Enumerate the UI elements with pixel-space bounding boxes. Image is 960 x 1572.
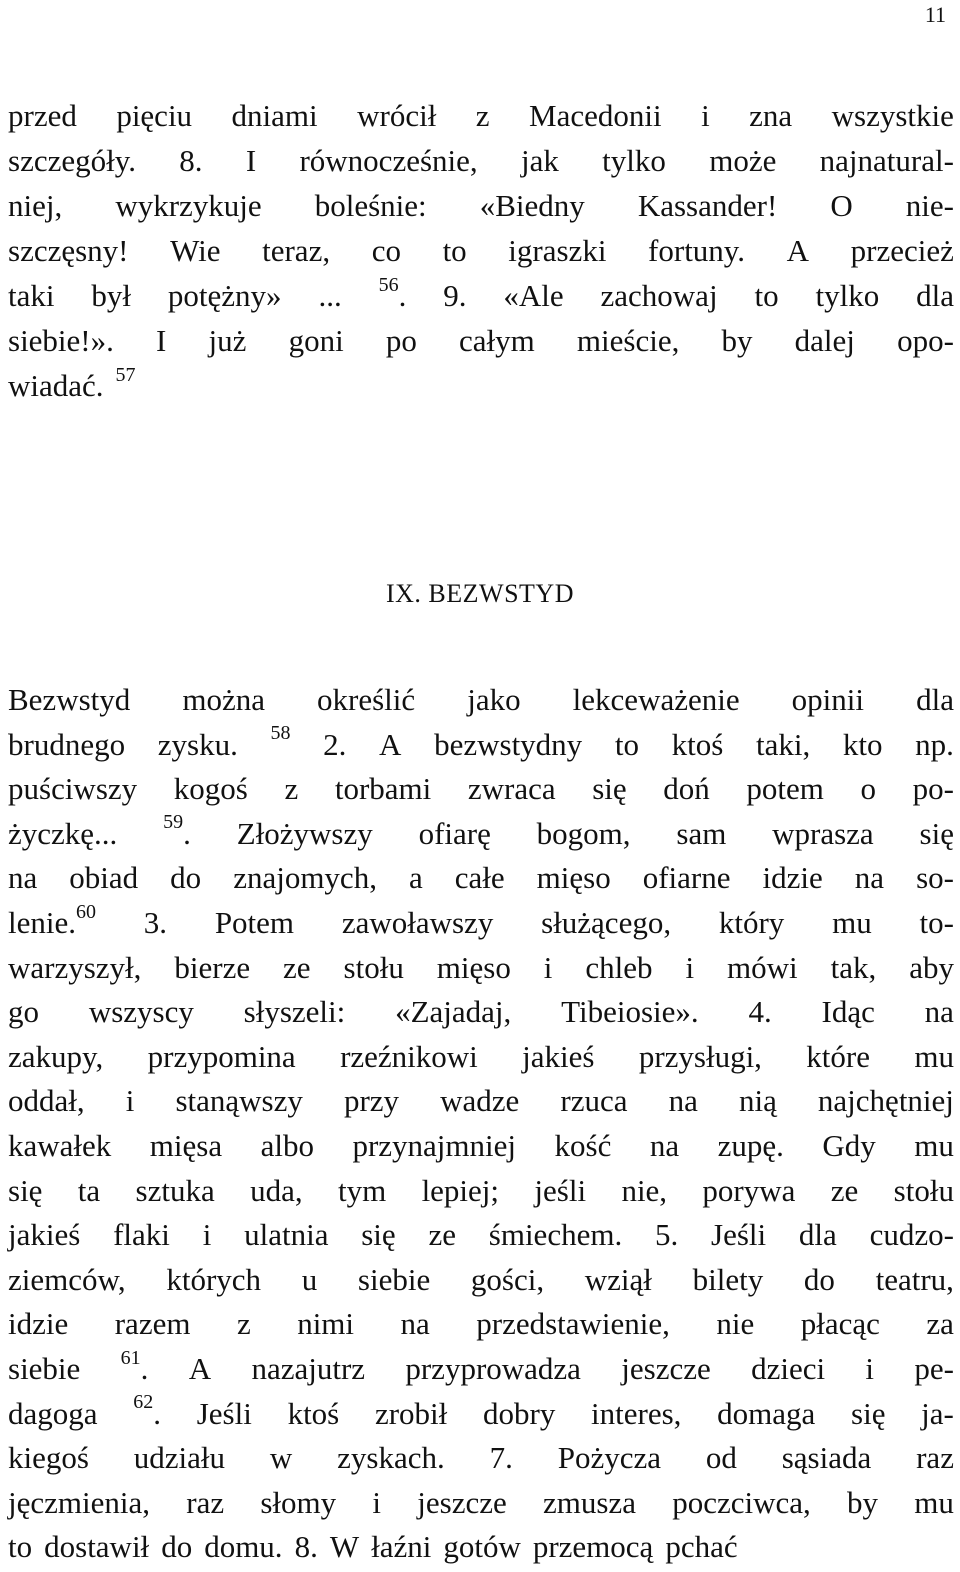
word: nie- [905, 188, 954, 223]
word: płacąc [800, 1306, 880, 1342]
word: stanąwszy [175, 1083, 303, 1119]
word: najchętniej [817, 1083, 954, 1119]
word: opinii [791, 682, 865, 717]
word: na [854, 860, 885, 896]
word: kawałek [8, 1128, 112, 1163]
word: Macedonii [529, 98, 662, 133]
word: albo [260, 1128, 314, 1163]
word: przysługi, [638, 1038, 762, 1074]
word: które [806, 1038, 870, 1074]
word: zysku. [157, 726, 238, 762]
word: i [543, 949, 553, 985]
word: mu [914, 1128, 954, 1163]
word: mu [832, 905, 872, 940]
word: to [8, 1529, 33, 1565]
word: ze [830, 1172, 859, 1208]
word: służącego, [541, 905, 672, 940]
word: jeszcze [621, 1351, 711, 1386]
word: których [166, 1261, 262, 1297]
word: lenie.$^{60}$ [8, 900, 96, 940]
word: dniami [231, 98, 318, 133]
text-line [8, 811, 954, 854]
word: a [408, 860, 423, 896]
word: oddał, [8, 1083, 85, 1119]
word: domu. [204, 1529, 283, 1565]
word: zmusza [543, 1484, 636, 1520]
word: «Zajadaj, [395, 994, 512, 1030]
word: mięsa [149, 1128, 223, 1163]
word: taki [8, 278, 55, 313]
text-line [8, 1081, 954, 1121]
word: słomy [260, 1484, 337, 1520]
word: gotów [443, 1529, 521, 1565]
word: na [668, 1083, 698, 1119]
text-line [8, 186, 954, 226]
word: przyprowadza [405, 1351, 581, 1386]
word: torbami [334, 771, 432, 807]
word: sam [676, 815, 727, 851]
word: I [245, 143, 257, 178]
word: warzyszył, [8, 949, 142, 985]
word: dla [798, 1217, 837, 1253]
text-line [8, 992, 954, 1032]
word: gości, [470, 1261, 545, 1297]
word: kto [842, 726, 883, 762]
word: ta [77, 1172, 101, 1208]
text-line [8, 1527, 954, 1567]
word: się [919, 815, 954, 851]
word: Jeśli [196, 1395, 252, 1431]
word: siebie [357, 1261, 431, 1297]
word: to- [919, 905, 954, 940]
word: idzie [8, 1306, 69, 1342]
word: goni [288, 323, 344, 358]
word: Kassander! [637, 188, 778, 223]
word: zyskach. [337, 1440, 445, 1476]
word: z [475, 98, 490, 133]
word: to [614, 726, 639, 762]
word: za [926, 1306, 954, 1342]
word: siebie!». [8, 323, 114, 358]
word: potężny» [167, 278, 282, 313]
word: najnatural- [819, 143, 954, 178]
word: całe [454, 860, 505, 896]
word: wprasza [772, 815, 874, 851]
text-line [8, 900, 954, 943]
word: razem [114, 1306, 191, 1342]
word: ziemców, [8, 1261, 126, 1297]
word: Bezwstyd [8, 682, 131, 717]
word: tak, [830, 949, 877, 985]
word: tylko [602, 143, 666, 178]
word: interes, [591, 1395, 682, 1431]
word: i [865, 1351, 875, 1386]
word: to [442, 233, 467, 268]
word: dobry [483, 1395, 556, 1431]
word: przynajmniej [352, 1128, 517, 1163]
word: już [208, 323, 247, 358]
word: zachowaj [600, 278, 718, 313]
word: cudzo- [869, 1217, 954, 1253]
word: łaźni [371, 1529, 432, 1565]
word: w [269, 1440, 293, 1476]
word: chleb [585, 949, 653, 985]
text-line [8, 722, 954, 765]
word: zawoławszy [341, 905, 494, 940]
word: wiadać. [8, 368, 104, 403]
word: $^{61}$. [120, 1346, 149, 1386]
word: co [371, 233, 401, 268]
text-line [8, 858, 954, 898]
text-line [8, 96, 954, 136]
word: jak [520, 143, 559, 178]
word: zupę. [717, 1128, 784, 1163]
word: 2. [323, 726, 347, 762]
word: W [329, 1529, 360, 1565]
word: teraz, [262, 233, 331, 268]
word: 8. [294, 1529, 318, 1565]
word: ... [318, 278, 342, 313]
text-line [8, 141, 954, 181]
word: śmiechem. [488, 1217, 623, 1253]
word: domaga [717, 1395, 816, 1431]
word: 9. [443, 278, 467, 313]
word: nią [738, 1083, 777, 1119]
word: bezwstydny [434, 726, 583, 762]
word: ulatnia [244, 1217, 329, 1253]
word: potem [746, 771, 824, 807]
word: pięciu [116, 98, 193, 133]
word: puściwszy [8, 771, 138, 807]
word: dla [916, 278, 954, 313]
word: aby [909, 949, 954, 985]
word: raz [186, 1484, 225, 1520]
text-line [8, 231, 954, 271]
word: i [701, 98, 710, 133]
word: i [372, 1484, 382, 1520]
word: jakieś [8, 1217, 81, 1253]
word: mu [914, 1484, 954, 1520]
word: jakieś [522, 1038, 595, 1074]
word: i [125, 1083, 135, 1119]
word: bogom, [536, 815, 631, 851]
word: od [705, 1440, 737, 1476]
word: so- [916, 860, 954, 896]
word: A [379, 726, 402, 762]
word: po [385, 323, 417, 358]
word: zwraca [467, 771, 556, 807]
word: kiegoś [8, 1440, 89, 1476]
word: słyszeli: [243, 994, 346, 1030]
word: 57 [115, 363, 136, 386]
word: 5. [654, 1217, 679, 1253]
text-line [8, 1304, 954, 1344]
word: Jeśli [711, 1217, 767, 1253]
word: Wie [170, 233, 221, 268]
word: A [188, 1351, 212, 1386]
word: rzeźnikowi [340, 1038, 478, 1074]
word: go [8, 994, 39, 1030]
word: mieście, [576, 323, 680, 358]
word: mu [914, 1038, 954, 1074]
word: nie, [621, 1172, 668, 1208]
word: O [830, 188, 853, 223]
word: zakupy, [8, 1038, 104, 1074]
word: był [91, 278, 132, 313]
word: szczęsny! [8, 233, 129, 268]
text-line [8, 1391, 954, 1434]
word: tym [337, 1172, 387, 1208]
word: na [8, 860, 38, 896]
word: ktoś [671, 726, 724, 762]
word: stołu [343, 949, 404, 985]
text-line [8, 1346, 954, 1389]
word: teatru, [875, 1261, 954, 1297]
word: fortuny. [648, 233, 746, 268]
word: ze [283, 949, 311, 985]
word: by [721, 323, 753, 358]
word: rzuca [560, 1083, 628, 1119]
word: dla [916, 682, 954, 717]
word: pe- [914, 1351, 954, 1386]
word: przypomina [147, 1038, 296, 1074]
word: dzieci [751, 1351, 826, 1386]
word: dagoga [8, 1395, 98, 1431]
word: $^{59}$. [163, 811, 191, 851]
word: sztuka [135, 1172, 215, 1208]
word: ktoś [287, 1395, 340, 1431]
word: szczegóły. [8, 143, 136, 178]
word: na [649, 1128, 680, 1163]
word: bilety [692, 1261, 764, 1297]
word: dostawił [44, 1529, 150, 1565]
word: Gdy [822, 1128, 876, 1163]
word: Idąc [821, 994, 875, 1030]
word: flaki [113, 1217, 170, 1253]
word: lepiej; [421, 1172, 500, 1208]
word: wrócił [357, 98, 437, 133]
word: z [236, 1306, 251, 1342]
word: na [924, 994, 954, 1030]
chapter-heading: IX. BEZWSTYD [386, 579, 574, 608]
word: może [709, 143, 777, 178]
word: niej, [8, 188, 63, 223]
word: nimi [297, 1306, 355, 1342]
word: np. [915, 726, 954, 762]
word: ze [428, 1217, 456, 1253]
word: obiad [69, 860, 139, 896]
word: Potem [214, 905, 295, 940]
word: znajomych, [233, 860, 377, 896]
word: zna [749, 98, 793, 133]
word: $^{56}$. [378, 273, 407, 313]
word: taki, [755, 726, 811, 762]
text-line [8, 1483, 954, 1523]
word: zrobił [374, 1395, 448, 1431]
word: ja- [921, 1395, 954, 1431]
text-line [8, 1438, 954, 1478]
word: kość [554, 1128, 612, 1163]
word: do [170, 860, 202, 896]
word: doń [663, 771, 710, 807]
text-line [8, 321, 954, 361]
word: I [156, 323, 167, 358]
word: się [851, 1395, 886, 1431]
word: po- [912, 771, 954, 807]
word: 58 [270, 722, 291, 745]
word: z [284, 771, 299, 807]
word: przy [343, 1083, 400, 1119]
word: jeszcze [417, 1484, 507, 1520]
word: nie [716, 1306, 755, 1342]
word: na [400, 1306, 430, 1342]
text-line [8, 1215, 954, 1255]
word: A [786, 233, 810, 268]
word: jęczmienia, [8, 1484, 150, 1520]
word: uda, [250, 1172, 303, 1208]
word: 8. [179, 143, 203, 178]
word: sąsiada [781, 1440, 872, 1476]
word: 7. [489, 1440, 513, 1476]
word: który [718, 905, 785, 940]
word: kogoś [173, 771, 248, 807]
word: tylko [815, 278, 880, 313]
text-line [8, 948, 954, 988]
word: Tibeiosie». [561, 994, 699, 1030]
word: brudnego [8, 726, 126, 762]
word: «Biedny [479, 188, 585, 223]
word: udziału [133, 1440, 226, 1476]
word: nazajutrz [251, 1351, 366, 1386]
word: jeśli [534, 1172, 587, 1208]
word: 3. [143, 905, 168, 940]
text-line [8, 1037, 954, 1077]
word: u [301, 1261, 318, 1297]
word: wadze [440, 1083, 520, 1119]
word: poczciwca, [672, 1484, 811, 1520]
word: przed [8, 98, 77, 133]
word: «Ale [503, 278, 564, 313]
text-line [8, 1126, 954, 1166]
word: przecież [850, 233, 954, 268]
word: Pożycza [557, 1440, 661, 1476]
text-line [8, 1171, 954, 1211]
word: wykrzykuje [115, 188, 262, 223]
word: jako [467, 682, 521, 717]
word: do [803, 1261, 835, 1297]
word: się [361, 1217, 396, 1253]
word: mówi [727, 949, 798, 985]
word: porywa [702, 1172, 796, 1208]
word: boleśnie: [314, 188, 427, 223]
text-line [8, 1260, 954, 1300]
word: stołu [893, 1172, 954, 1208]
text-line [8, 680, 954, 720]
page-number: 11 [924, 2, 946, 27]
text-line [8, 363, 954, 406]
word: przedstawienie, [476, 1306, 670, 1342]
word: się [8, 1172, 43, 1208]
word: igraszki [508, 233, 607, 268]
word: wziął [584, 1261, 652, 1297]
word: i [685, 949, 695, 985]
word: mięso [536, 860, 611, 896]
word: pchać [665, 1529, 738, 1565]
word: można [182, 682, 265, 717]
word: określić [317, 682, 416, 717]
word: Złożywszy [236, 815, 373, 851]
word: bierze [174, 949, 251, 985]
word: wszyscy [88, 994, 194, 1030]
word: o [860, 771, 876, 807]
word: przemocą [532, 1529, 654, 1565]
word: lekceważenie [572, 682, 740, 717]
word: 4. [748, 994, 772, 1030]
word: to [754, 278, 779, 313]
word: mięso [436, 949, 511, 985]
word: idzie [762, 860, 823, 896]
word: ofiarne [642, 860, 731, 896]
word: raz [916, 1440, 954, 1476]
word: wszystkie [831, 98, 954, 133]
word: równocześnie, [299, 143, 478, 178]
word: ofiarę [418, 815, 491, 851]
word: $^{62}$. [133, 1391, 161, 1431]
text-line [8, 273, 954, 316]
word: się [592, 771, 627, 807]
word: i [202, 1217, 212, 1253]
word: by [847, 1484, 879, 1520]
word: życzkę... [8, 815, 118, 851]
word: siebie [8, 1351, 81, 1386]
word: dalej [794, 323, 855, 358]
word: opo- [897, 323, 954, 358]
word: całym [459, 323, 535, 358]
word: do [161, 1529, 193, 1565]
text-line [8, 769, 954, 809]
